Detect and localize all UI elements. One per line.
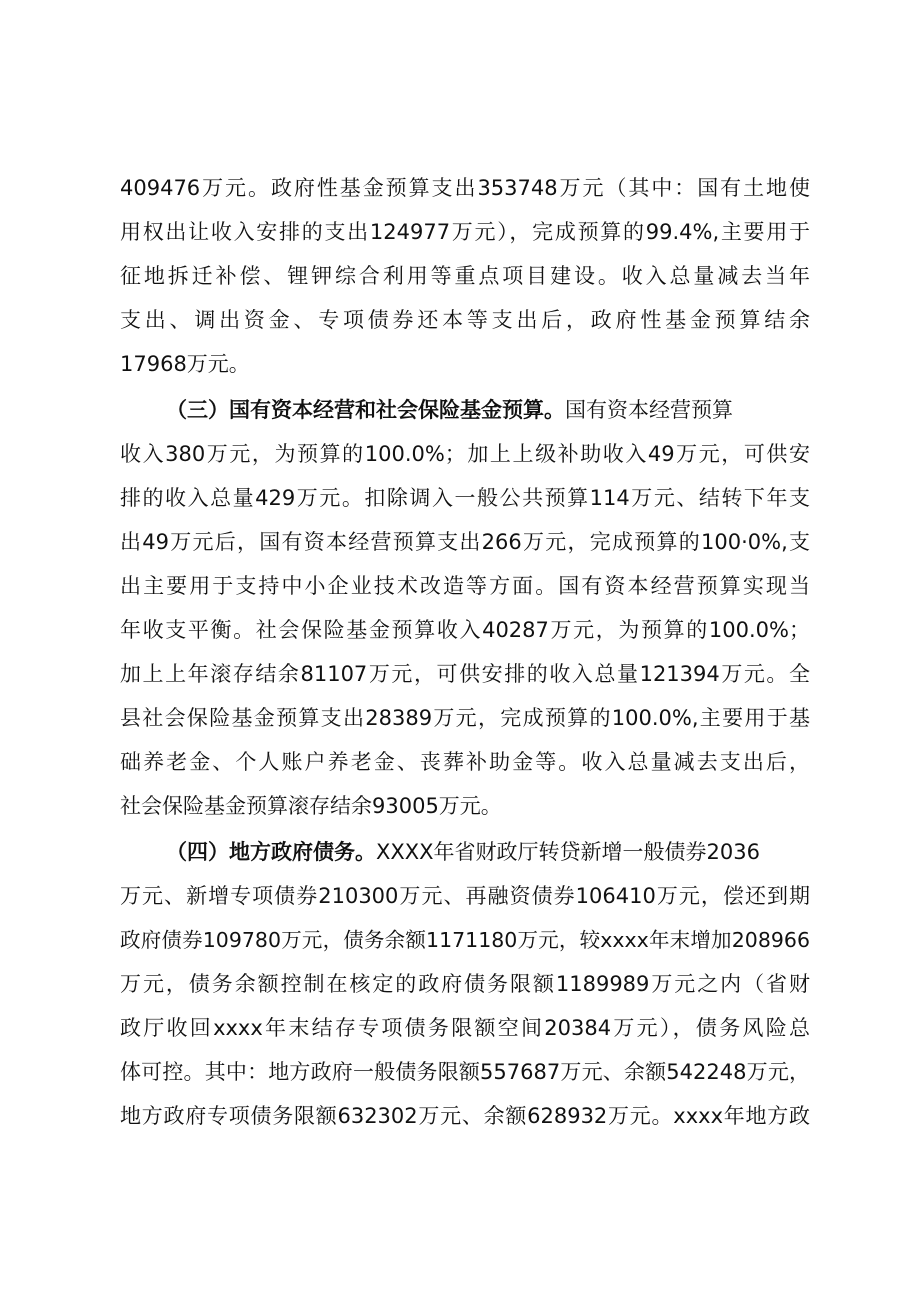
paragraph-line: 加上上年滚存结余81107万元，可供安排的收入总量121394万元。全 [120, 662, 810, 686]
paragraph-text: 国有资本经营预算 [565, 398, 733, 422]
paragraph-line: 政厅收回xxxx年末结存专项债务限额空间20384万元），债务风险总 [120, 1016, 810, 1040]
paragraph-line: 地方政府专项债务限额632302万元、余额628932万元。xxxx年地方政 [120, 1104, 810, 1128]
paragraph-line: 支出、调出资金、专项债券还本等支出后，政府性基金预算结余 [120, 308, 810, 332]
section-heading: （四）地方政府债务。 [166, 840, 376, 864]
paragraph-line: 用权出让收入安排的支出124977万元），完成预算的99.4%,主要用于 [120, 220, 810, 244]
paragraph-line: 409476万元。政府性基金预算支出353748万元（其中：国有土地使 [120, 176, 810, 200]
paragraph-line: 万元、新增专项债券210300万元、再融资债券106410万元，偿还到期 [120, 884, 810, 908]
paragraph-line: 出主要用于支持中小企业技术改造等方面。国有资本经营预算实现当 [120, 574, 810, 598]
paragraph-line: 础养老金、个人账户养老金、丧葬补助金等。收入总量减去支出后， [120, 750, 810, 774]
paragraph-text: XXXX年省财政厅转贷新增一般债券2036 [376, 840, 760, 864]
paragraph-first-line [120, 390, 810, 430]
paragraph-line: 政府债券109780万元，债务余额1171180万元，较xxxx年末增加208966 [120, 928, 810, 952]
paragraph-line: 社会保险基金预算滚存结余93005万元。 [120, 794, 502, 818]
paragraph-line: 万元，债务余额控制在核定的政府债务限额1189989万元之内（省财 [120, 972, 810, 996]
paragraph-line: 出49万元后，国有资本经营预算支出266万元，完成预算的100·0%,支 [120, 530, 810, 554]
paragraph-line: 17968万元。 [120, 352, 250, 376]
paragraph-line: 征地拆迁补偿、锂钾综合利用等重点项目建设。收入总量减去当年 [120, 264, 810, 288]
paragraph-line: 体可控。其中：地方政府一般债务限额557687万元、余额542248万元， [120, 1060, 810, 1084]
paragraph-line: 年收支平衡。社会保险基金预算收入40287万元，为预算的100.0%； [120, 618, 810, 642]
paragraph-line: 排的收入总量429万元。扣除调入一般公共预算114万元、结转下年支 [120, 486, 810, 510]
paragraph-first-line [120, 832, 810, 872]
paragraph-line: 县社会保险基金预算支出28389万元，完成预算的100.0%,主要用于基 [120, 706, 810, 730]
section-heading: （三）国有资本经营和社会保险基金预算。 [166, 398, 565, 422]
paragraph-line: 收入380万元，为预算的100.0%；加上上级补助收入49万元，可供安 [120, 442, 810, 466]
